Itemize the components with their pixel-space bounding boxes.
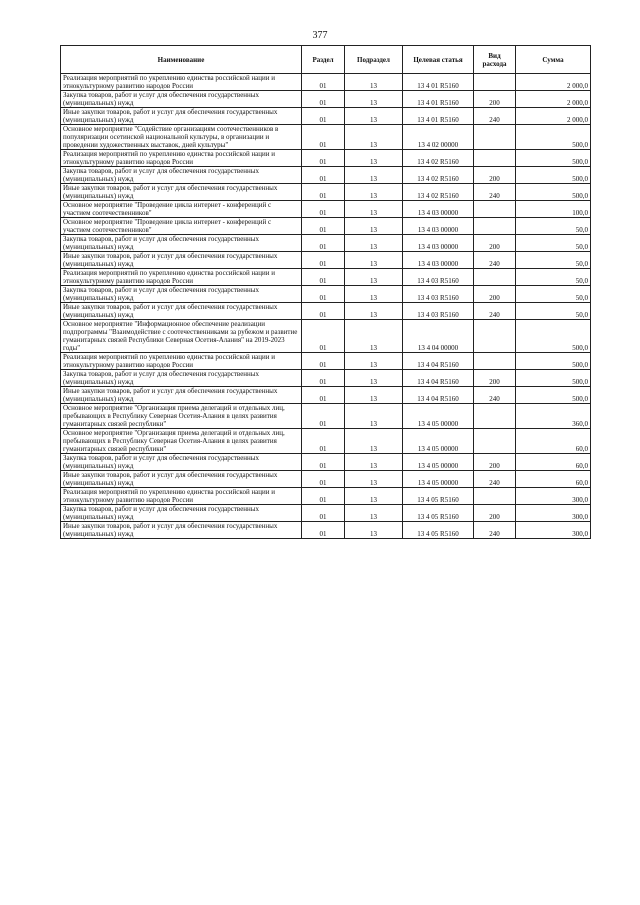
cell-subsection: 13 bbox=[345, 201, 403, 218]
table-row bbox=[61, 74, 591, 91]
cell-sum: 300,0 bbox=[516, 505, 591, 522]
cell-subsection: 13 bbox=[345, 303, 403, 320]
cell-subsection: 13 bbox=[345, 252, 403, 269]
cell-sum: 50,0 bbox=[516, 218, 591, 235]
cell-subsection: 13 bbox=[345, 91, 403, 108]
cell-subsection: 13 bbox=[345, 125, 403, 150]
cell-sum: 50,0 bbox=[516, 252, 591, 269]
cell-sum: 360,0 bbox=[516, 404, 591, 429]
cell-section: 01 bbox=[302, 252, 345, 269]
table-row bbox=[61, 150, 591, 167]
header-sum: Сумма bbox=[516, 46, 591, 74]
cell-name: Иные закупки товаров, работ и услуг для обеспечения государственных (муниципальных) нужд bbox=[61, 522, 302, 539]
cell-name: Основное мероприятие "Организация приема делегаций и отдельных лиц, пребывающих в Республику Северная Осетия-Алания в целях развития гуманитарных связей республики" bbox=[61, 404, 302, 429]
cell-section: 01 bbox=[302, 404, 345, 429]
cell-expense: 240 bbox=[474, 252, 516, 269]
header-target: Целевая статья bbox=[403, 46, 474, 74]
cell-subsection: 13 bbox=[345, 167, 403, 184]
cell-expense bbox=[474, 125, 516, 150]
cell-sum: 500,0 bbox=[516, 387, 591, 404]
cell-sum: 100,0 bbox=[516, 201, 591, 218]
cell-name: Иные закупки товаров, работ и услуг для обеспечения государственных (муниципальных) нужд bbox=[61, 184, 302, 201]
cell-target: 13 4 03 R5160 bbox=[403, 303, 474, 320]
cell-target: 13 4 02 R5160 bbox=[403, 184, 474, 201]
cell-subsection: 13 bbox=[345, 404, 403, 429]
table-row bbox=[61, 387, 591, 404]
cell-name: Закупка товаров, работ и услуг для обеспечения государственных (муниципальных) нужд bbox=[61, 370, 302, 387]
cell-section: 01 bbox=[302, 505, 345, 522]
cell-subsection: 13 bbox=[345, 454, 403, 471]
cell-section: 01 bbox=[302, 387, 345, 404]
cell-target: 13 4 01 R5160 bbox=[403, 74, 474, 91]
cell-name: Реализация мероприятий по укреплению единства российской нации и этнокультурному развитию народов России bbox=[61, 150, 302, 167]
cell-target: 13 4 05 00000 bbox=[403, 404, 474, 429]
cell-subsection: 13 bbox=[345, 235, 403, 252]
table-row bbox=[61, 108, 591, 125]
cell-target: 13 4 04 R5160 bbox=[403, 353, 474, 370]
cell-sum: 500,0 bbox=[516, 370, 591, 387]
table-row bbox=[61, 201, 591, 218]
cell-name: Основное мероприятие "Проведение цикла интернет - конференций с участием соотечественников" bbox=[61, 201, 302, 218]
cell-sum: 2 000,0 bbox=[516, 91, 591, 108]
table-row bbox=[61, 320, 591, 353]
table-row bbox=[61, 454, 591, 471]
cell-name: Основное мероприятие "Организация приема делегаций и отдельных лиц, пребывающих в Республику Северная Осетия-Алания в целях развития гуманитарных связей республики" bbox=[61, 429, 302, 454]
cell-section: 01 bbox=[302, 108, 345, 125]
cell-target: 13 4 02 R5160 bbox=[403, 150, 474, 167]
cell-section: 01 bbox=[302, 235, 345, 252]
header-subsection: Подраздел bbox=[345, 46, 403, 74]
cell-target: 13 4 03 R5160 bbox=[403, 286, 474, 303]
header-name: Наименование bbox=[61, 46, 302, 74]
cell-section: 01 bbox=[302, 353, 345, 370]
cell-target: 13 4 04 00000 bbox=[403, 320, 474, 353]
cell-sum: 500,0 bbox=[516, 320, 591, 353]
cell-subsection: 13 bbox=[345, 370, 403, 387]
cell-subsection: 13 bbox=[345, 429, 403, 454]
cell-expense bbox=[474, 74, 516, 91]
cell-name: Реализация мероприятий по укреплению единства российской нации и этнокультурному развитию народов России bbox=[61, 269, 302, 286]
cell-name: Реализация мероприятий по укреплению единства российской нации и этнокультурному развитию народов России bbox=[61, 488, 302, 505]
cell-expense: 200 bbox=[474, 286, 516, 303]
cell-sum: 50,0 bbox=[516, 303, 591, 320]
table-row bbox=[61, 252, 591, 269]
table-row bbox=[61, 471, 591, 488]
cell-subsection: 13 bbox=[345, 108, 403, 125]
cell-name: Реализация мероприятий по укреплению единства российской нации и этнокультурному развитию народов России bbox=[61, 74, 302, 91]
cell-target: 13 4 03 R5160 bbox=[403, 269, 474, 286]
cell-name: Иные закупки товаров, работ и услуг для обеспечения государственных (муниципальных) нужд bbox=[61, 387, 302, 404]
table-row bbox=[61, 91, 591, 108]
cell-expense: 240 bbox=[474, 522, 516, 539]
cell-sum: 500,0 bbox=[516, 167, 591, 184]
cell-sum: 500,0 bbox=[516, 184, 591, 201]
cell-section: 01 bbox=[302, 488, 345, 505]
cell-section: 01 bbox=[302, 74, 345, 91]
table-row bbox=[61, 522, 591, 539]
cell-name: Иные закупки товаров, работ и услуг для обеспечения государственных (муниципальных) нужд bbox=[61, 108, 302, 125]
cell-name: Реализация мероприятий по укреплению единства российской нации и этнокультурному развитию народов России bbox=[61, 353, 302, 370]
cell-subsection: 13 bbox=[345, 150, 403, 167]
cell-section: 01 bbox=[302, 454, 345, 471]
cell-name: Иные закупки товаров, работ и услуг для обеспечения государственных (муниципальных) нужд bbox=[61, 252, 302, 269]
cell-subsection: 13 bbox=[345, 505, 403, 522]
cell-expense: 240 bbox=[474, 387, 516, 404]
cell-sum: 500,0 bbox=[516, 150, 591, 167]
table-row bbox=[61, 167, 591, 184]
cell-section: 01 bbox=[302, 471, 345, 488]
cell-section: 01 bbox=[302, 286, 345, 303]
cell-name: Иные закупки товаров, работ и услуг для обеспечения государственных (муниципальных) нужд bbox=[61, 303, 302, 320]
cell-section: 01 bbox=[302, 370, 345, 387]
cell-section: 01 bbox=[302, 91, 345, 108]
cell-sum: 50,0 bbox=[516, 286, 591, 303]
cell-name: Закупка товаров, работ и услуг для обеспечения государственных (муниципальных) нужд bbox=[61, 286, 302, 303]
cell-expense bbox=[474, 353, 516, 370]
table-row bbox=[61, 303, 591, 320]
header-expense: Вид расхода bbox=[474, 46, 516, 74]
cell-subsection: 13 bbox=[345, 269, 403, 286]
cell-sum: 500,0 bbox=[516, 125, 591, 150]
cell-name: Закупка товаров, работ и услуг для обеспечения государственных (муниципальных) нужд bbox=[61, 454, 302, 471]
cell-sum: 60,0 bbox=[516, 429, 591, 454]
cell-target: 13 4 01 R5160 bbox=[403, 108, 474, 125]
cell-target: 13 4 03 00000 bbox=[403, 201, 474, 218]
cell-subsection: 13 bbox=[345, 320, 403, 353]
cell-target: 13 4 02 R5160 bbox=[403, 167, 474, 184]
cell-expense bbox=[474, 201, 516, 218]
cell-subsection: 13 bbox=[345, 184, 403, 201]
cell-expense bbox=[474, 218, 516, 235]
cell-subsection: 13 bbox=[345, 488, 403, 505]
cell-target: 13 4 05 00000 bbox=[403, 454, 474, 471]
budget-table bbox=[60, 45, 591, 539]
cell-expense: 240 bbox=[474, 471, 516, 488]
cell-section: 01 bbox=[302, 167, 345, 184]
header-section: Раздел bbox=[302, 46, 345, 74]
table-row bbox=[61, 429, 591, 454]
table-row bbox=[61, 505, 591, 522]
cell-expense bbox=[474, 269, 516, 286]
table-row bbox=[61, 404, 591, 429]
cell-section: 01 bbox=[302, 201, 345, 218]
cell-expense bbox=[474, 150, 516, 167]
cell-name: Основное мероприятие "Содействие организациям соотечественников в популяризации осетинской национальной культуры, в организации и проведении художественных выставок, дней культуры" bbox=[61, 125, 302, 150]
cell-expense bbox=[474, 488, 516, 505]
table-row bbox=[61, 235, 591, 252]
cell-target: 13 4 03 00000 bbox=[403, 252, 474, 269]
cell-section: 01 bbox=[302, 303, 345, 320]
cell-name: Закупка товаров, работ и услуг для обеспечения государственных (муниципальных) нужд bbox=[61, 505, 302, 522]
cell-subsection: 13 bbox=[345, 286, 403, 303]
cell-target: 13 4 05 00000 bbox=[403, 429, 474, 454]
cell-section: 01 bbox=[302, 218, 345, 235]
cell-sum: 300,0 bbox=[516, 488, 591, 505]
cell-section: 01 bbox=[302, 429, 345, 454]
table-row bbox=[61, 286, 591, 303]
cell-section: 01 bbox=[302, 125, 345, 150]
cell-sum: 300,0 bbox=[516, 522, 591, 539]
cell-target: 13 4 05 R5160 bbox=[403, 505, 474, 522]
table-row bbox=[61, 488, 591, 505]
table-body bbox=[61, 74, 591, 539]
cell-section: 01 bbox=[302, 320, 345, 353]
cell-target: 13 4 03 00000 bbox=[403, 235, 474, 252]
cell-subsection: 13 bbox=[345, 522, 403, 539]
cell-target: 13 4 05 R5160 bbox=[403, 488, 474, 505]
cell-sum: 60,0 bbox=[516, 454, 591, 471]
cell-expense: 240 bbox=[474, 184, 516, 201]
cell-section: 01 bbox=[302, 522, 345, 539]
table-row bbox=[61, 125, 591, 150]
cell-expense: 240 bbox=[474, 303, 516, 320]
table-row bbox=[61, 370, 591, 387]
table-row bbox=[61, 353, 591, 370]
cell-expense bbox=[474, 320, 516, 353]
cell-target: 13 4 04 R5160 bbox=[403, 387, 474, 404]
cell-section: 01 bbox=[302, 184, 345, 201]
cell-expense: 200 bbox=[474, 370, 516, 387]
cell-sum: 50,0 bbox=[516, 235, 591, 252]
cell-sum: 2 000,0 bbox=[516, 74, 591, 91]
table-row bbox=[61, 184, 591, 201]
cell-expense: 200 bbox=[474, 167, 516, 184]
cell-section: 01 bbox=[302, 150, 345, 167]
cell-target: 13 4 02 00000 bbox=[403, 125, 474, 150]
header-row bbox=[61, 46, 591, 74]
cell-target: 13 4 03 00000 bbox=[403, 218, 474, 235]
table-row bbox=[61, 218, 591, 235]
cell-subsection: 13 bbox=[345, 74, 403, 91]
table-header bbox=[61, 46, 591, 74]
cell-subsection: 13 bbox=[345, 353, 403, 370]
cell-expense bbox=[474, 404, 516, 429]
cell-expense: 200 bbox=[474, 91, 516, 108]
cell-subsection: 13 bbox=[345, 218, 403, 235]
cell-sum: 500,0 bbox=[516, 353, 591, 370]
cell-name: Иные закупки товаров, работ и услуг для обеспечения государственных (муниципальных) нужд bbox=[61, 471, 302, 488]
cell-sum: 60,0 bbox=[516, 471, 591, 488]
page-number: 377 bbox=[312, 30, 328, 41]
cell-name: Закупка товаров, работ и услуг для обеспечения государственных (муниципальных) нужд bbox=[61, 235, 302, 252]
cell-name: Закупка товаров, работ и услуг для обеспечения государственных (муниципальных) нужд bbox=[61, 91, 302, 108]
cell-expense: 200 bbox=[474, 505, 516, 522]
cell-section: 01 bbox=[302, 269, 345, 286]
cell-target: 13 4 01 R5160 bbox=[403, 91, 474, 108]
cell-target: 13 4 05 00000 bbox=[403, 471, 474, 488]
cell-expense bbox=[474, 429, 516, 454]
cell-sum: 2 000,0 bbox=[516, 108, 591, 125]
cell-expense: 200 bbox=[474, 235, 516, 252]
cell-sum: 50,0 bbox=[516, 269, 591, 286]
cell-subsection: 13 bbox=[345, 471, 403, 488]
table-row bbox=[61, 269, 591, 286]
cell-name: Закупка товаров, работ и услуг для обеспечения государственных (муниципальных) нужд bbox=[61, 167, 302, 184]
cell-name: Основное мероприятие "Информационное обеспечение реализации подпрограммы "Взаимодействие с соотечественниками за рубежом и развитие гуманитарных связей Республики Северная Осетия-Алания" на 2019-2023 годы" bbox=[61, 320, 302, 353]
cell-target: 13 4 05 R5160 bbox=[403, 522, 474, 539]
cell-expense: 200 bbox=[474, 454, 516, 471]
cell-expense: 240 bbox=[474, 108, 516, 125]
cell-name: Основное мероприятие "Проведение цикла интернет - конференций с участием соотечественников" bbox=[61, 218, 302, 235]
cell-target: 13 4 04 R5160 bbox=[403, 370, 474, 387]
cell-subsection: 13 bbox=[345, 387, 403, 404]
